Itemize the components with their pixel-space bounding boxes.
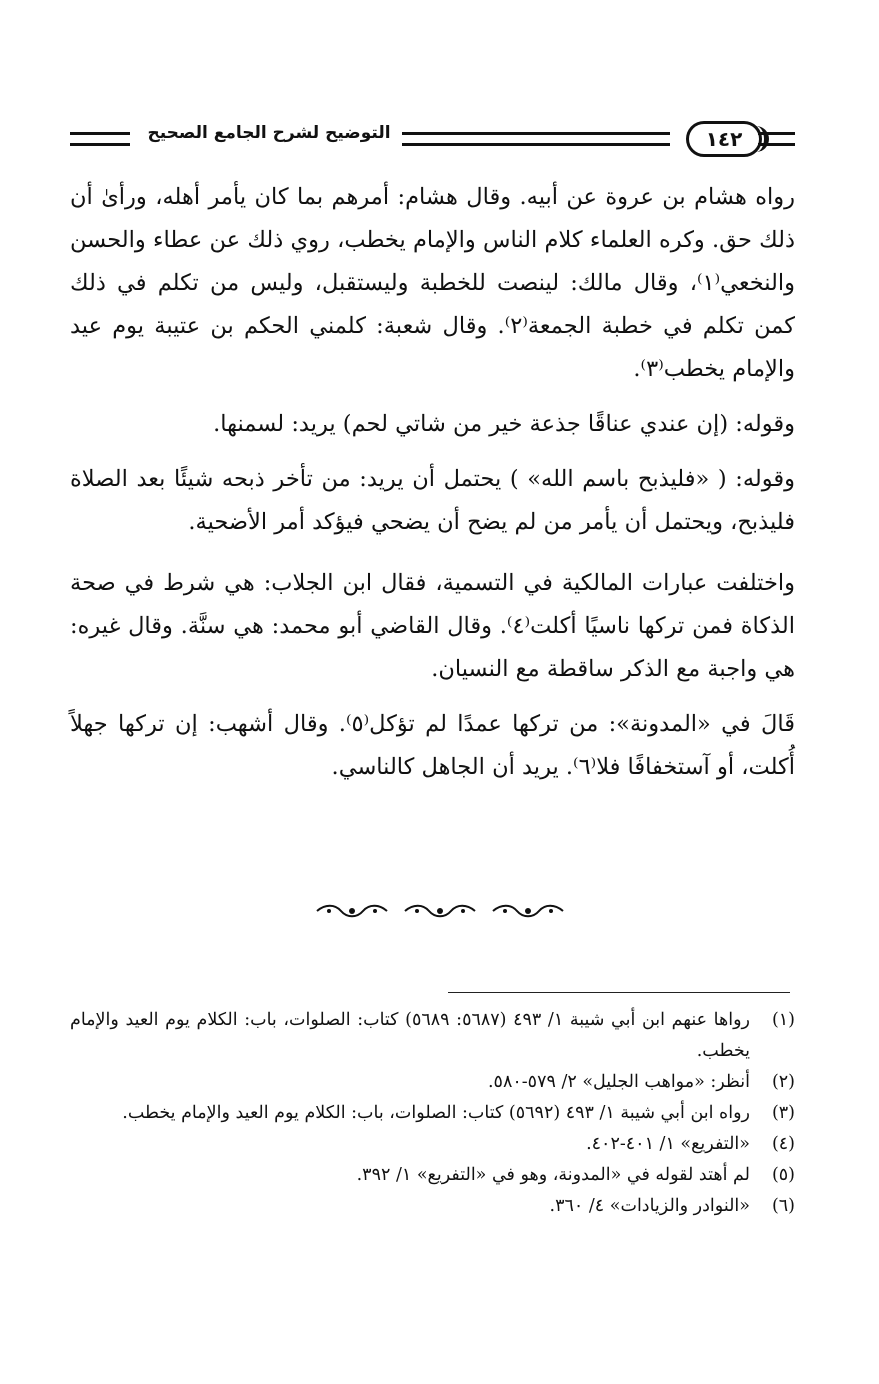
header-rule-left bbox=[70, 132, 130, 146]
paragraph: وقوله: ( «فليذبح باسم الله» ) يحتمل أن يريد: من تأخر ذبحه شيئًا بعد الصلاة فليذبح، ويحتمل أن يأمر من لم يضح أن يضحي فيؤكد أمر الأضحية. bbox=[70, 466, 795, 535]
paragraph: واختلفت عبارات المالكية في التسمية، فقال ابن الجلاب: هي شرط في صحة الذكاة فمن تركها ناسيًا أكلت⁽٤⁾. وقال القاضي أبو محمد: هي سنَّة. وقال غيره: هي واجبة مع الذكر ساقطة مع النسيان. bbox=[70, 570, 795, 682]
main-text bbox=[70, 176, 795, 789]
footnote-item bbox=[70, 1067, 795, 1098]
footnote-text: رواه ابن أبي شيبة ١/ ٤٩٣ (٥٦٩٢) كتاب: الصلوات، باب: الكلام يوم العيد والإمام يخطب. bbox=[122, 1103, 750, 1123]
footnote-item bbox=[70, 1129, 795, 1160]
footnote-text: رواها عنهم ابن أبي شيبة ١/ ٤٩٣ (٥٦٨٧: ٥٦٨٩) كتاب: الصلوات، باب: الكلام يوم العيد والإمام يخطب. bbox=[70, 1010, 750, 1061]
ornament-icon bbox=[315, 902, 389, 920]
footnote-number: (١) bbox=[771, 1010, 795, 1030]
ornament-icon bbox=[491, 902, 565, 920]
footnote-item bbox=[70, 1160, 795, 1191]
footnote-text: أنظر: «مواهب الجليل» ٢/ ٥٧٩-٥٨٠. bbox=[487, 1072, 750, 1092]
page-number: ١٤٢ bbox=[686, 121, 762, 157]
footnote-text: «التفريع» ١/ ٤٠١-٤٠٢. bbox=[586, 1134, 750, 1154]
section-divider-ornament bbox=[315, 900, 565, 922]
footnotes bbox=[70, 1005, 795, 1222]
footnote-number: (٢) bbox=[771, 1072, 795, 1092]
footnote-separator bbox=[448, 992, 790, 993]
header-rule-middle bbox=[402, 132, 670, 146]
footnote-text: «النوادر والزيادات» ٤/ ٣٦٠. bbox=[549, 1196, 750, 1216]
footnote-text: لم أهتد لقوله في «المدونة، وهو في «التفريع» ١/ ٣٩٢. bbox=[356, 1165, 750, 1185]
footnote-number: (٦) bbox=[771, 1196, 795, 1216]
footnote-number: (٤) bbox=[771, 1134, 795, 1154]
footnote-number: (٥) bbox=[771, 1165, 795, 1185]
page-header bbox=[70, 118, 795, 164]
paragraph: وقوله: (إن عندي عناقًا جذعة خير من شاتي لحم) يريد: لسمنها. bbox=[213, 411, 795, 437]
ornament-icon bbox=[403, 902, 477, 920]
paragraph: قَالَ في «المدونة»: من تركها عمدًا لم تؤكل⁽٥⁾. وقال أشهب: إن تركها جهلاً أُكلت، أو آستخفافًا فلا⁽٦⁾. يريد أن الجاهل كالناسي. bbox=[70, 711, 795, 780]
header-rule-right bbox=[758, 132, 795, 146]
footnote-item bbox=[70, 1191, 795, 1222]
footnote-item bbox=[70, 1098, 795, 1129]
paragraph: رواه هشام بن عروة عن أبيه. وقال هشام: أمرهم بما كان يأمر أهله، ورأىٰ أن ذلك حق. وكره العلماء كلام الناس والإمام يخطب، روي ذلك عن عطاء والحسن والنخعي⁽١⁾، وقال مالك: لينصت للخطبة وليستقبل، وليس من تكلم في ذلك كمن تكلم في خطبة الجمعة⁽٢⁾. وقال شعبة: كلمني الحكم بن عتيبة يوم عيد والإمام يخطب⁽٣⁾. bbox=[70, 184, 795, 382]
running-title: التوضيح لشرح الجامع الصحيح bbox=[147, 123, 391, 143]
footnote-number: (٣) bbox=[771, 1103, 795, 1123]
footnote-item bbox=[70, 1005, 795, 1067]
